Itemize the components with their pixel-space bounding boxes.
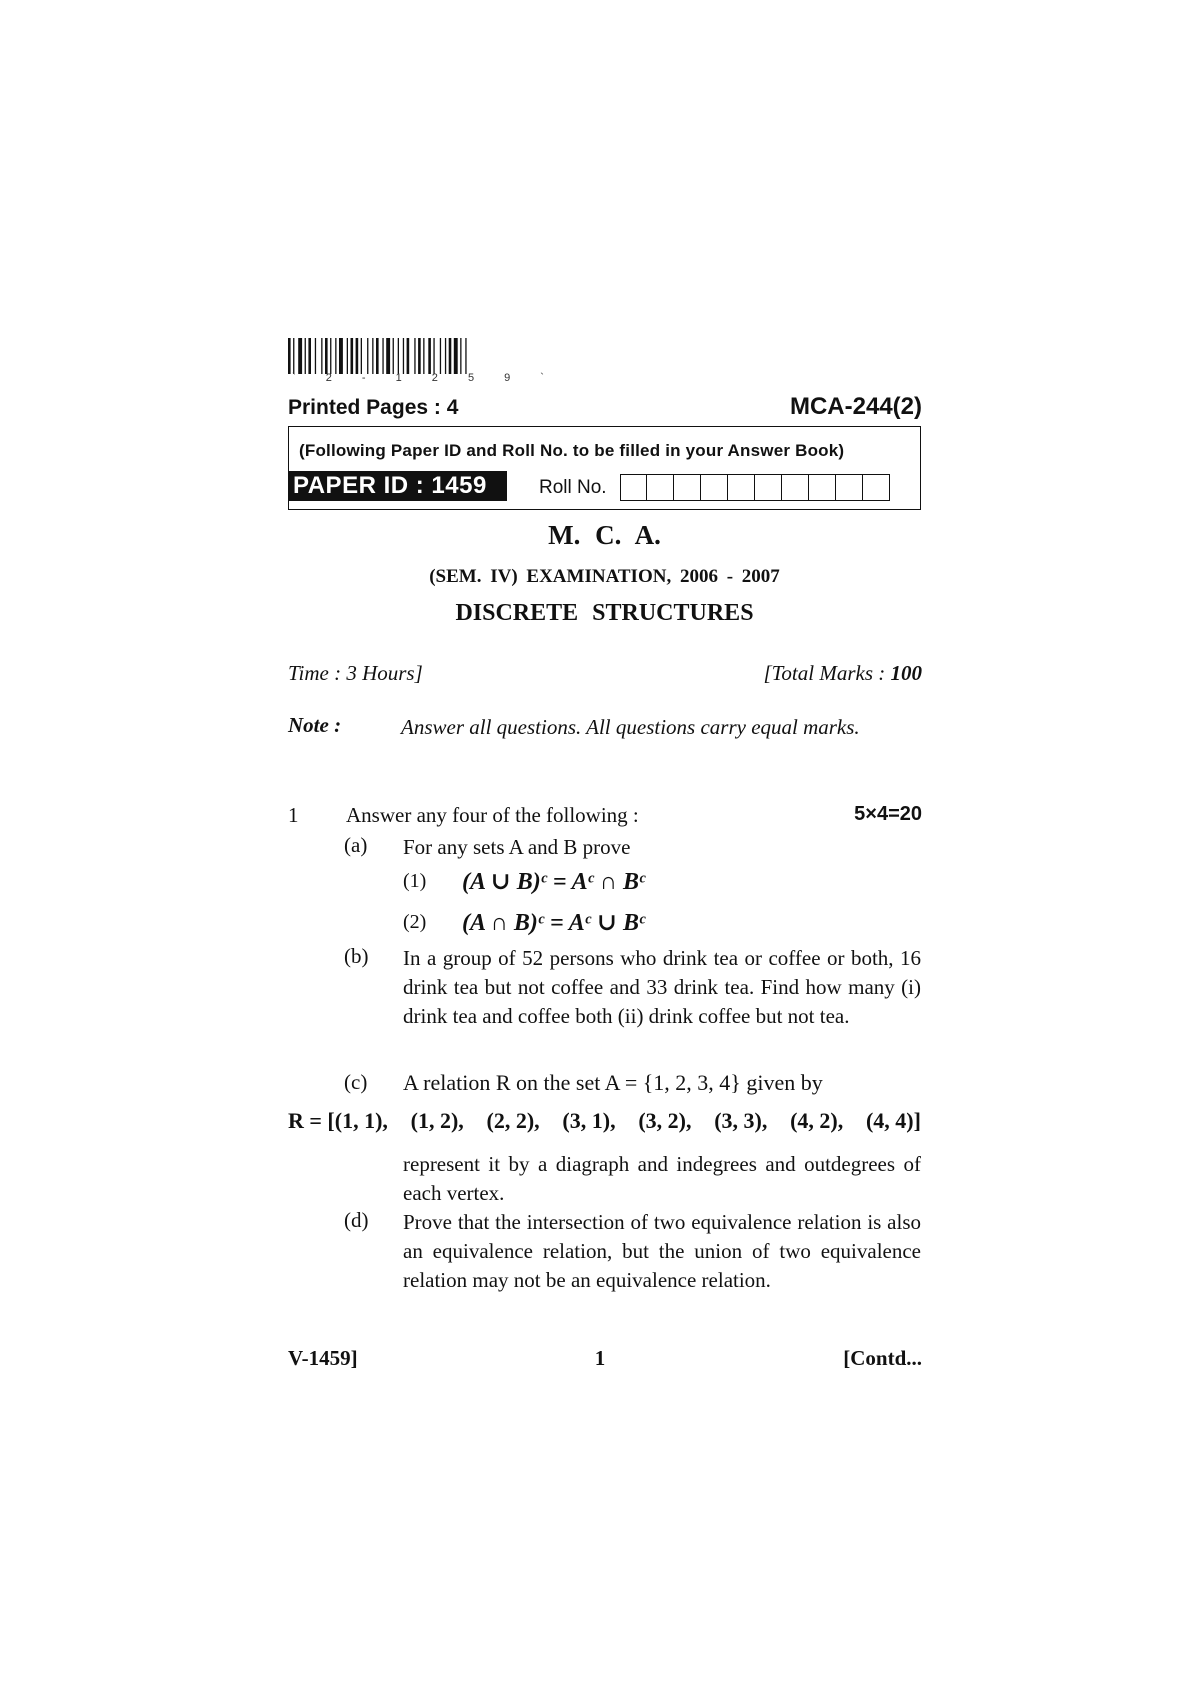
exam-title: (SEM. IV) EXAMINATION, 2006 - 2007	[429, 566, 780, 587]
barcode-bar	[414, 338, 415, 374]
barcode-bar	[298, 338, 302, 374]
barcode-bar	[403, 338, 404, 374]
barcode-bar	[347, 338, 348, 374]
relation-set	[288, 1108, 921, 1134]
barcode-bar	[454, 338, 458, 374]
barcode-digit: 2	[325, 372, 332, 384]
barcode-digits	[292, 372, 544, 384]
barcode-digit: `	[540, 372, 544, 384]
relation-pair: (3, 2),	[638, 1108, 692, 1133]
roll-number-boxes	[620, 474, 890, 501]
barcode-bar	[308, 338, 311, 374]
part-a-text: For any sets A and B prove	[403, 835, 631, 859]
total-marks	[764, 661, 923, 686]
part-c-text-continued: represent it by a diagraph and indegrees and outdegrees of each vertex.	[403, 1152, 921, 1205]
roll-digit-box	[674, 474, 701, 501]
question-marks: 5×4=20	[854, 803, 922, 825]
paper-id-box	[288, 426, 921, 510]
part-d-label: (d)	[344, 1208, 369, 1232]
page-number: 1	[594, 1346, 606, 1370]
barcode-bar	[372, 338, 373, 374]
roll-digit-box	[701, 474, 728, 501]
exam-time: Time : 3 Hours]	[288, 661, 423, 685]
barcode-bar	[356, 338, 359, 374]
barcode-bar	[361, 338, 362, 374]
part-a2-label: (2)	[403, 911, 427, 933]
course-title: M. C. A.	[548, 520, 661, 550]
part-a-label: (a)	[344, 833, 368, 857]
note-text: Answer all questions. All questions carry equal marks.	[401, 715, 860, 739]
relation-pair: (2, 2),	[486, 1108, 540, 1133]
part-a1-formula: (A ∪ B)ᶜ = Aᶜ ∩ Bᶜ	[462, 869, 646, 895]
barcode-bar	[288, 338, 291, 374]
relation-pair: (4, 2),	[790, 1108, 844, 1133]
part-c-label: (c)	[344, 1070, 368, 1094]
footer-paper-ref: V-1459]	[288, 1346, 358, 1370]
barcode-bar	[460, 338, 461, 374]
relation-pair: (1, 2),	[410, 1108, 464, 1133]
barcode-digit: -	[361, 372, 366, 384]
roll-digit-box	[836, 474, 863, 501]
part-b-text: In a group of 52 persons who drink tea or coffee or both, 16 drink tea but not coffee and 33 drink tea. Find how many (i) drink tea and coffee both (ii) drink coffee but not tea.	[403, 946, 921, 1028]
barcode-bar	[440, 338, 441, 374]
barcode-bar	[449, 338, 452, 374]
footer-continued: [Contd...	[843, 1346, 922, 1370]
relation-pair: (3, 3),	[714, 1108, 768, 1133]
part-a1-label: (1)	[403, 870, 427, 892]
barcode-bar	[428, 338, 431, 374]
barcode-bar	[445, 338, 446, 374]
barcode-bar	[325, 338, 328, 374]
barcode-digit: 1	[395, 372, 402, 384]
barcode-bar	[407, 338, 410, 374]
roll-digit-box	[620, 474, 647, 501]
barcode-bar	[433, 338, 434, 374]
relation-pair: (3, 1),	[562, 1108, 616, 1133]
barcode-digit: 9	[504, 372, 511, 384]
barcode-bar	[321, 338, 322, 374]
roll-digit-box	[809, 474, 836, 501]
question-number: 1	[288, 803, 299, 827]
barcode	[288, 338, 543, 374]
barcode-digit: `	[292, 372, 296, 384]
barcode-bar	[386, 338, 390, 374]
barcode-bar	[305, 338, 306, 374]
question-intro: Answer any four of the following :	[346, 803, 639, 827]
roll-number-label: Roll No.	[539, 477, 607, 498]
roll-digit-box	[755, 474, 782, 501]
total-marks-value: 100	[890, 661, 922, 685]
part-a2-formula: (A ∩ B)ᶜ = Aᶜ ∪ Bᶜ	[462, 910, 646, 936]
barcode-bar	[339, 338, 343, 374]
part-d-text: Prove that the intersection of two equivalence relation is also an equivalence relation, but the union of two equivalence relation may not be an equivalence relation.	[403, 1210, 921, 1292]
barcode-bar	[382, 338, 383, 374]
barcode-bar	[351, 338, 354, 374]
barcode-bar	[423, 338, 424, 374]
roll-digit-box	[863, 474, 890, 501]
barcode-bar	[335, 338, 336, 374]
paper-code: MCA-244(2)	[789, 393, 922, 420]
printed-pages: Printed Pages : 4	[288, 396, 459, 419]
answer-book-note: (Following Paper ID and Roll No. to be filled in your Answer Book)	[299, 441, 845, 460]
part-c-text: A relation R on the set A = {1, 2, 3, 4} given by	[403, 1070, 823, 1095]
barcode-digit: 5	[467, 372, 475, 384]
note-label: Note :	[288, 713, 342, 737]
barcode-bar	[293, 338, 294, 374]
barcode-bar	[315, 338, 316, 374]
barcode-bar	[330, 338, 331, 374]
roll-digit-box	[728, 474, 755, 501]
paper-id: PAPER ID : 1459	[289, 471, 507, 501]
barcode-bar	[376, 338, 379, 374]
barcode-bar	[393, 338, 394, 374]
subject-title: DISCRETE STRUCTURES	[455, 600, 754, 626]
barcode-bar	[418, 338, 421, 374]
part-b-label: (b)	[344, 944, 369, 968]
total-marks-label: [Total Marks :	[763, 661, 891, 685]
relation-pair: R = [(1, 1),	[288, 1108, 388, 1133]
roll-digit-box	[647, 474, 674, 501]
barcode-bar	[367, 338, 368, 374]
relation-pair: (4, 4)]	[865, 1108, 921, 1133]
barcode-digit: 2	[431, 372, 438, 384]
barcode-bar	[465, 338, 466, 374]
barcode-bar	[398, 338, 399, 374]
roll-digit-box	[782, 474, 809, 501]
